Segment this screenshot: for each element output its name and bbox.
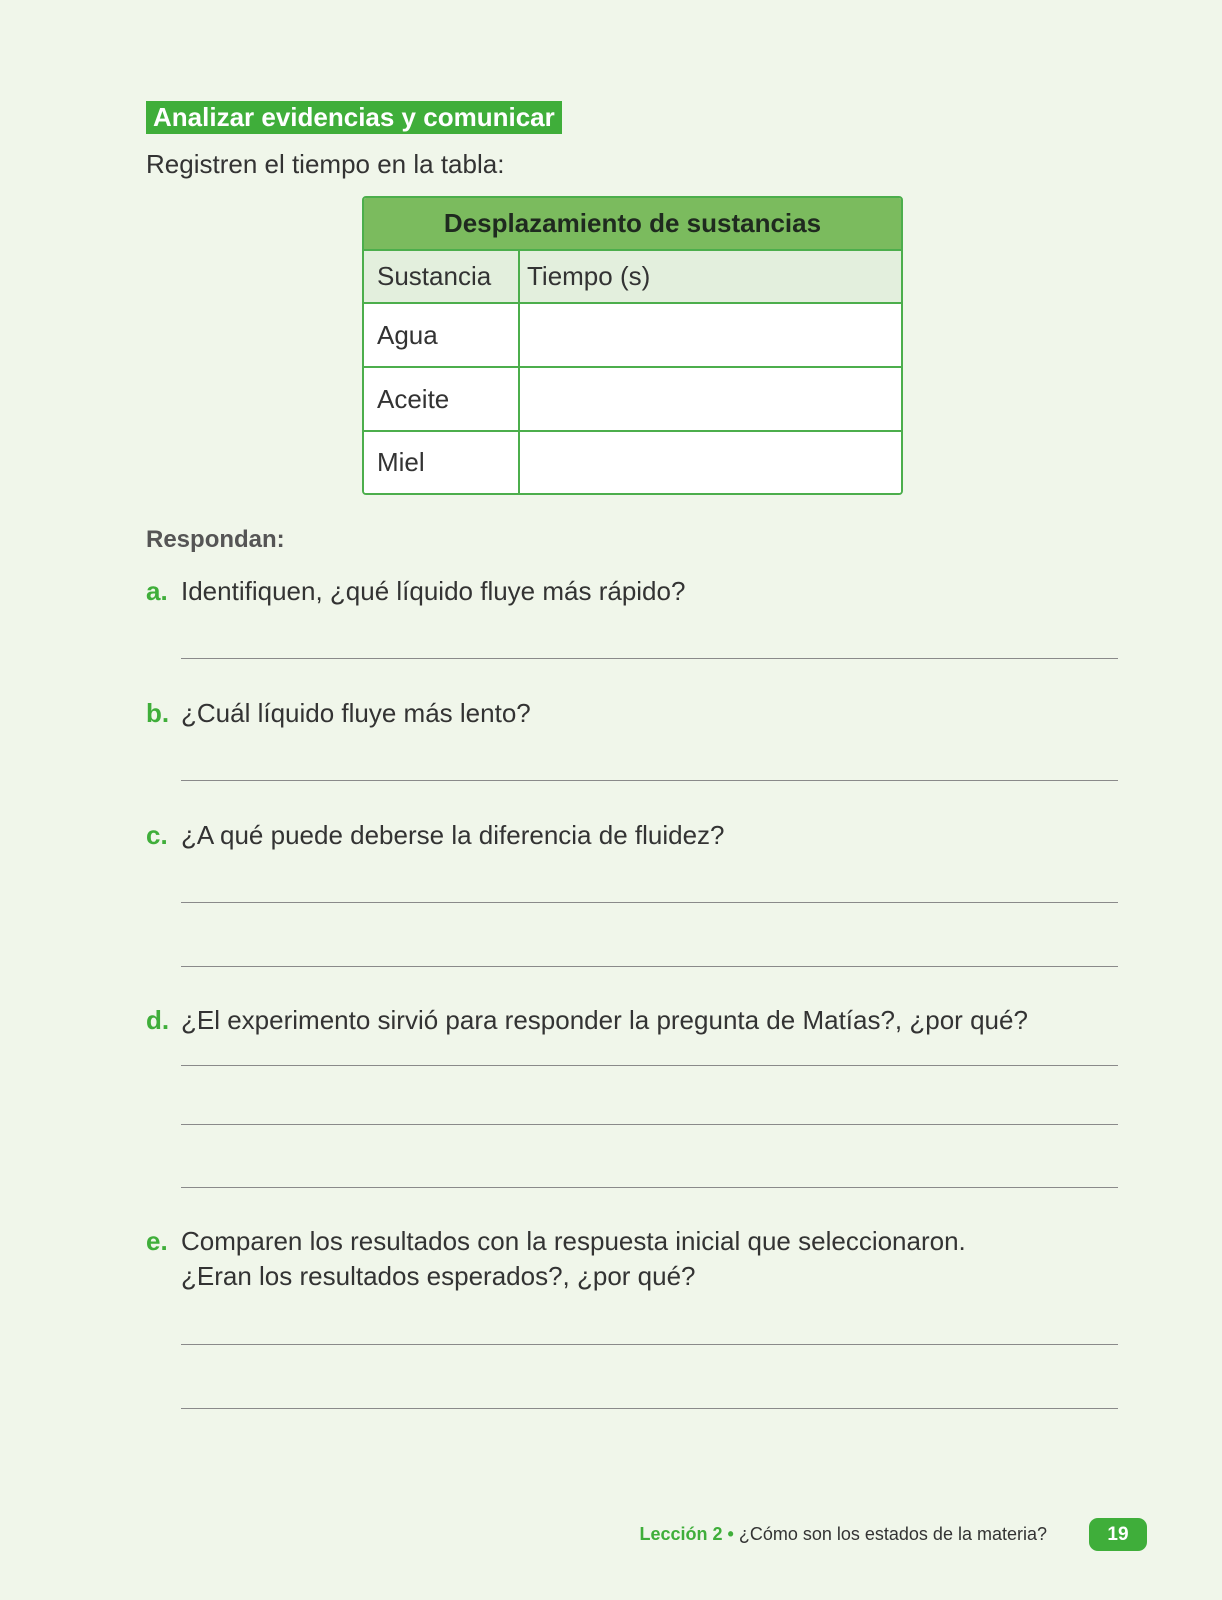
question-b: [146, 696, 531, 731]
question-text: Identifiquen, ¿qué líquido fluye más rápido?: [181, 576, 686, 606]
question-text-line-1: Comparen los resultados con la respuesta inicial que seleccionaron.: [181, 1226, 966, 1256]
time-input-cell[interactable]: [520, 432, 901, 493]
section-heading: Analizar evidencias y comunicar: [146, 101, 562, 134]
time-input-cell[interactable]: [520, 368, 901, 430]
question-text: ¿Cuál líquido fluye más lento?: [181, 698, 531, 728]
question-a: [146, 574, 685, 609]
question-letter: e.: [146, 1226, 168, 1256]
column-header-substance: Sustancia: [364, 251, 520, 302]
lesson-title: ¿Cómo son los estados de la materia?: [738, 1524, 1047, 1544]
question-e: [146, 1224, 966, 1294]
answer-line-a1[interactable]: [181, 658, 1118, 659]
intro-text: Registren el tiempo en la tabla:: [146, 149, 505, 179]
answer-line-e2[interactable]: [181, 1408, 1118, 1409]
table-row: [364, 432, 901, 493]
question-letter: b.: [146, 698, 170, 728]
question-text: ¿El experimento sirvió para responder la pregunta de Matías?, ¿por qué?: [181, 1005, 1028, 1035]
answer-line-e1[interactable]: [181, 1344, 1118, 1345]
substance-cell: Agua: [364, 304, 520, 366]
page-footer: [639, 1522, 1047, 1546]
answer-line-c2[interactable]: [181, 966, 1118, 967]
answer-line-d1[interactable]: [181, 1065, 1118, 1066]
answer-line-c1[interactable]: [181, 902, 1118, 903]
question-c: [146, 818, 725, 853]
questions-heading: Respondan:: [146, 526, 285, 553]
question-d: [146, 1003, 1028, 1038]
lesson-label: Lección 2 •: [639, 1524, 734, 1544]
page-number-badge: 19: [1089, 1518, 1147, 1551]
substance-table: [362, 196, 903, 495]
question-letter: a.: [146, 576, 168, 606]
table-row: [364, 368, 901, 432]
substance-cell: Aceite: [364, 368, 520, 430]
column-header-time: Tiempo (s): [527, 261, 651, 291]
question-text-line-2: ¿Eran los resultados esperados?, ¿por qué?: [181, 1261, 696, 1291]
table-row: [364, 304, 901, 368]
answer-line-d2[interactable]: [181, 1124, 1118, 1125]
question-text: ¿A qué puede deberse la diferencia de fluidez?: [181, 820, 725, 850]
question-letter: c.: [146, 820, 168, 850]
substance-cell: Miel: [364, 432, 520, 493]
question-text: [181, 1224, 966, 1294]
table-title: Desplazamiento de sustancias: [364, 198, 901, 251]
question-letter: d.: [146, 1005, 170, 1035]
table-header-row: [364, 251, 901, 304]
time-input-cell[interactable]: [520, 304, 901, 366]
answer-line-b1[interactable]: [181, 780, 1118, 781]
answer-line-d3[interactable]: [181, 1187, 1118, 1188]
